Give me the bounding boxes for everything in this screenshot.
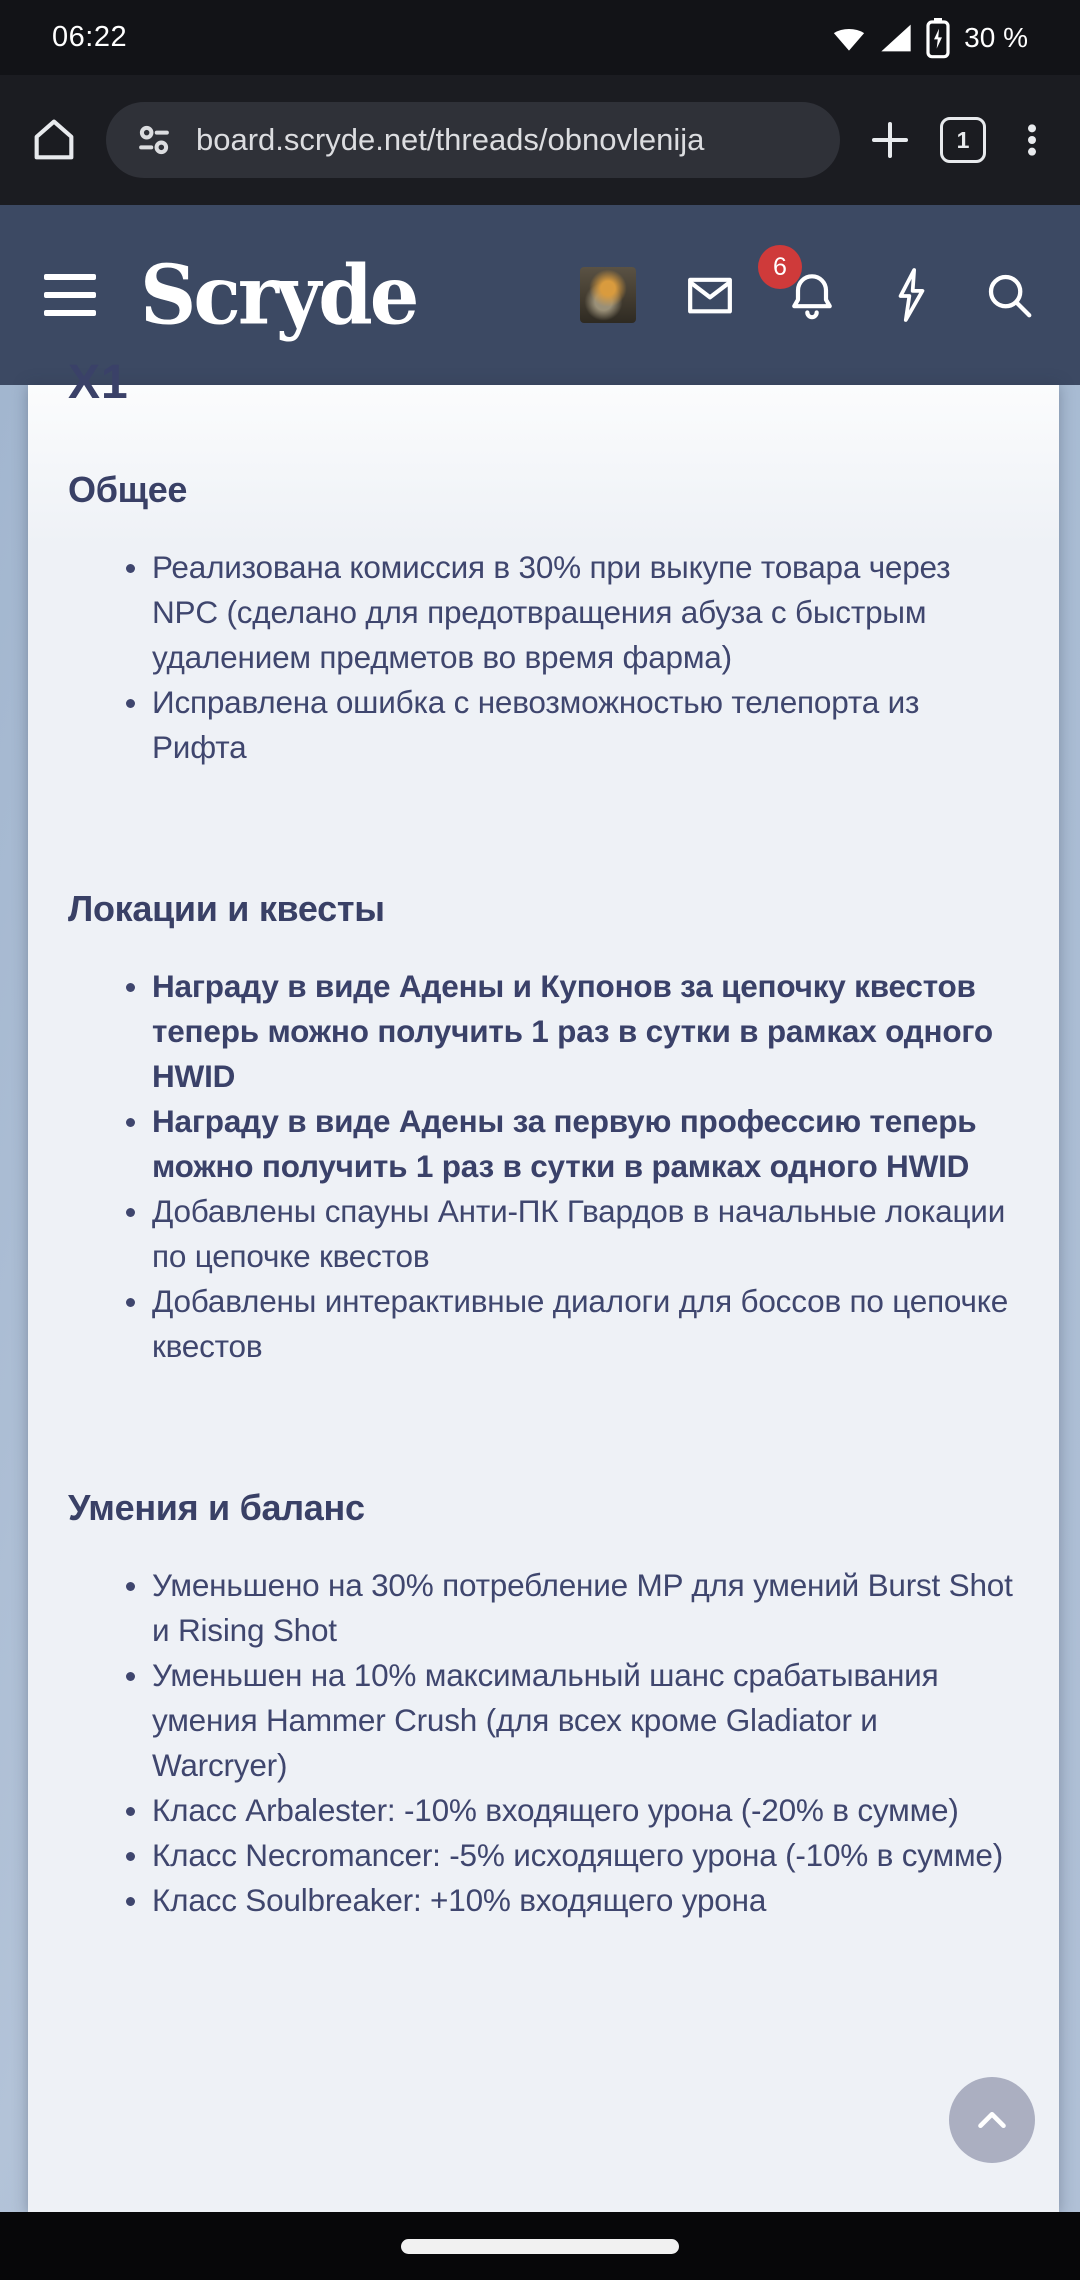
- list-item: Класс Soulbreaker: +10% входящего урона: [68, 1878, 1019, 1923]
- clock: 06:22: [52, 21, 128, 53]
- list-item: Уменьшен на 10% максимальный шанс срабатывания умения Hammer Crush (для всех кроме Gladiator и Warcryer): [68, 1653, 1019, 1788]
- new-tab-icon[interactable]: [866, 116, 914, 164]
- android-navigation-bar: [0, 2212, 1080, 2280]
- menu-icon[interactable]: [44, 274, 96, 316]
- cellular-signal-icon: [880, 24, 912, 52]
- section-title-skills-balance: Умения и баланс: [68, 1487, 365, 1528]
- tab-count: 1: [940, 117, 986, 163]
- browser-toolbar: [0, 75, 1080, 205]
- home-icon[interactable]: [28, 114, 80, 166]
- rate-title-cut: X1: [68, 356, 129, 409]
- list-item: Добавлены интерактивные диалоги для боссов по цепочке квестов: [68, 1279, 1019, 1369]
- alerts-count-badge: 6: [758, 245, 802, 289]
- section-list-skills-balance: [68, 1563, 1019, 1923]
- user-avatar[interactable]: [580, 267, 636, 323]
- browser-menu-icon[interactable]: [1012, 116, 1052, 164]
- home-indicator-handle[interactable]: [401, 2239, 679, 2254]
- chevron-up-icon: [969, 2097, 1015, 2143]
- quick-actions-lightning-icon[interactable]: [886, 265, 936, 325]
- tab-switcher-button[interactable]: [940, 117, 986, 163]
- battery-charging-icon: [926, 18, 950, 58]
- alerts-bell-icon[interactable]: [773, 252, 840, 323]
- wifi-icon: [832, 24, 866, 52]
- battery-percent: 30 %: [964, 21, 1028, 53]
- site-logo[interactable]: Scryde: [140, 247, 417, 343]
- list-item: Уменьшено на 30% потребление MP для умений Burst Shot и Rising Shot: [68, 1563, 1019, 1653]
- list-item: Награду в виде Адены за первую профессию теперь можно получить 1 раз в сутки в рамках одного HWID: [68, 1099, 1019, 1189]
- search-icon[interactable]: [982, 268, 1036, 322]
- list-item: Реализована комиссия в 30% при выкупе товара через NPC (сделано для предотвращения абуза с быстрым удалением предметов во время фарма): [68, 545, 1019, 680]
- list-item: Класс Necromancer: -5% исходящего урона (-10% в сумме): [68, 1833, 1019, 1878]
- status-bar: [0, 0, 1080, 75]
- list-item: Исправлена ошибка с невозможностью телепорта из Рифта: [68, 680, 1019, 770]
- site-settings-icon[interactable]: [132, 118, 176, 162]
- list-item: Награду в виде Адены и Купонов за цепочку квестов теперь можно получить 1 раз в сутки в рамках одного HWID: [68, 964, 1019, 1099]
- messages-icon[interactable]: [682, 267, 738, 323]
- section-title-general: Общее: [68, 469, 188, 510]
- url-text[interactable]: board.scryde.net/threads/obnovlenija: [196, 122, 705, 157]
- section-list-locations-quests: [68, 964, 1019, 1369]
- section-list-general: [68, 545, 1019, 770]
- thread-content-card: [28, 356, 1059, 2215]
- list-item: Класс Arbalester: -10% входящего урона (-20% в сумме): [68, 1788, 1019, 1833]
- url-bar[interactable]: [106, 102, 840, 178]
- scroll-to-top-button[interactable]: [949, 2077, 1035, 2163]
- list-item: Добавлены спауны Анти-ПК Гвардов в начальные локации по цепочке квестов: [68, 1189, 1019, 1279]
- section-title-locations-quests: Локации и квесты: [68, 888, 385, 929]
